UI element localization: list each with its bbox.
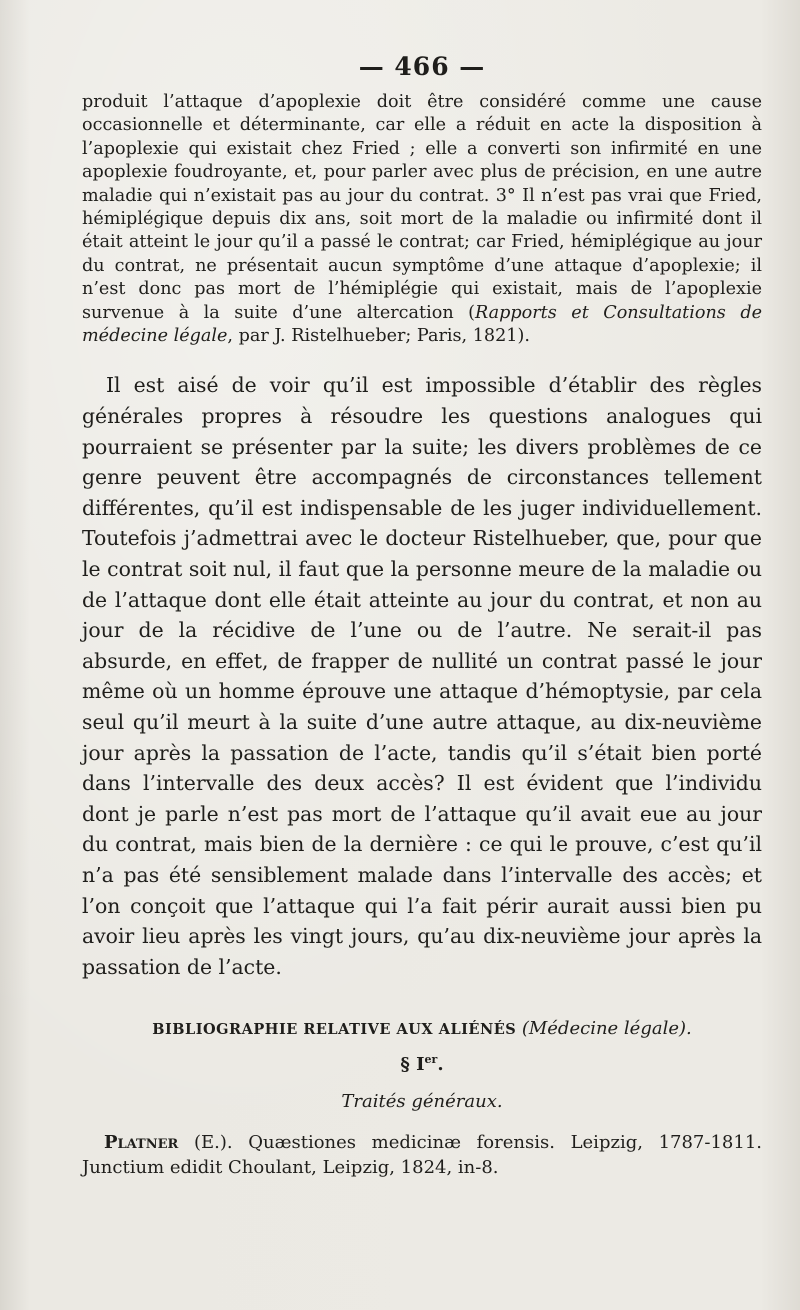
section-heading xyxy=(82,1053,762,1075)
paragraph-main: Il est aisé de voir qu’il est impossible d’établir des règles générales propres à résoudre les questions analogues qui pourraient se présenter par la suite; les divers problèmes de ce genre peuvent être accompagnés de circonstances tellement différentes, qu’il est indispensable de les juger individuellement. Toutefois j’admettrai avec le docteur Ristelhueber, que, pour que le contrat soit nul, il faut que la personne meure de la maladie ou de l’attaque dont elle était atteinte au jour du contrat, et non au jour de la récidive de l’une ou de l’autre. Ne serait-il pas absurde, en effet, de frapper de nullité un contrat passé le jour même où un homme éprouve une attaque d’hémoptysie, par cela seul qu’il meurt à la suite d’une autre attaque, au dix-neuvième jour après la passation de l’acte, tandis qu’il s’était bien porté dans l’intervalle des deux accès? Il est évident que l’individu dont je parle n’est pas mort de l’attaque qu’il avait eue au jour du contrat, mais bien de la dernière : ce qui le prouve, c’est qu’il n’a pas été sensiblement malade dans l’intervalle des accès; et l’on conçoit que l’attaque qui l’a fait périr aurait aussi bien pu avoir lieu après les vingt jours, qu’au dix-neuvième jour après la passation de l’acte. xyxy=(82,373,762,979)
section-symbol: § I xyxy=(400,1054,425,1076)
bibliography-title-text: BIBLIOGRAPHIE RELATIVE AUX ALIÉNÉS xyxy=(152,1021,517,1039)
bibliography-title-paren: (Médecine légale). xyxy=(521,1018,692,1040)
paragraph-continued xyxy=(82,91,762,348)
section-end: . xyxy=(437,1054,444,1076)
subsection-heading: Traités généraux. xyxy=(341,1091,503,1113)
section-superscript: er xyxy=(424,1053,438,1067)
source-title: Rapports et Consultations de médecine légale xyxy=(82,302,763,347)
bibliography-author: Platner xyxy=(104,1132,179,1154)
bibliography-title xyxy=(82,1018,762,1039)
bibliography-entry xyxy=(82,1130,762,1180)
page-number: — 466 — xyxy=(358,52,486,81)
bibliography-ref-text: (E.). Quæstiones medicinæ forensis. Leipzig, 1787-1811. Junctium edidit Choulant, Leipzig, 1824, in-8. xyxy=(82,1132,762,1179)
paragraph-1-text-a: produit l’attaque d’apoplexie doit être considéré comme une cause occasionnelle et déterminante, car elle a réduit en acte la disposition à l’apoplexie qui existait chez Fried ; elle a converti son infirmité en une apoplexie foudroyante, et, pour parler avec plus de précision, en une autre maladie qui n’existait pas au jour du contrat. 3° Il n’est pas vrai que Fried, hémiplégique depuis dix ans, soit mort de la maladie ou infirmité dont il était atteint le jour qu’il a passé le contrat; car Fried, hémiplégique au jour du contrat, ne présentait aucun symptôme d’une attaque d’apoplexie; il n’est donc pas mort de l’hémiplégie qui existait, mais de l’apoplexie survenue à la suite d’une altercation ( xyxy=(82,92,762,323)
paragraph-1-text-b: , par J. Ristelhueber; Paris, 1821). xyxy=(227,326,530,347)
